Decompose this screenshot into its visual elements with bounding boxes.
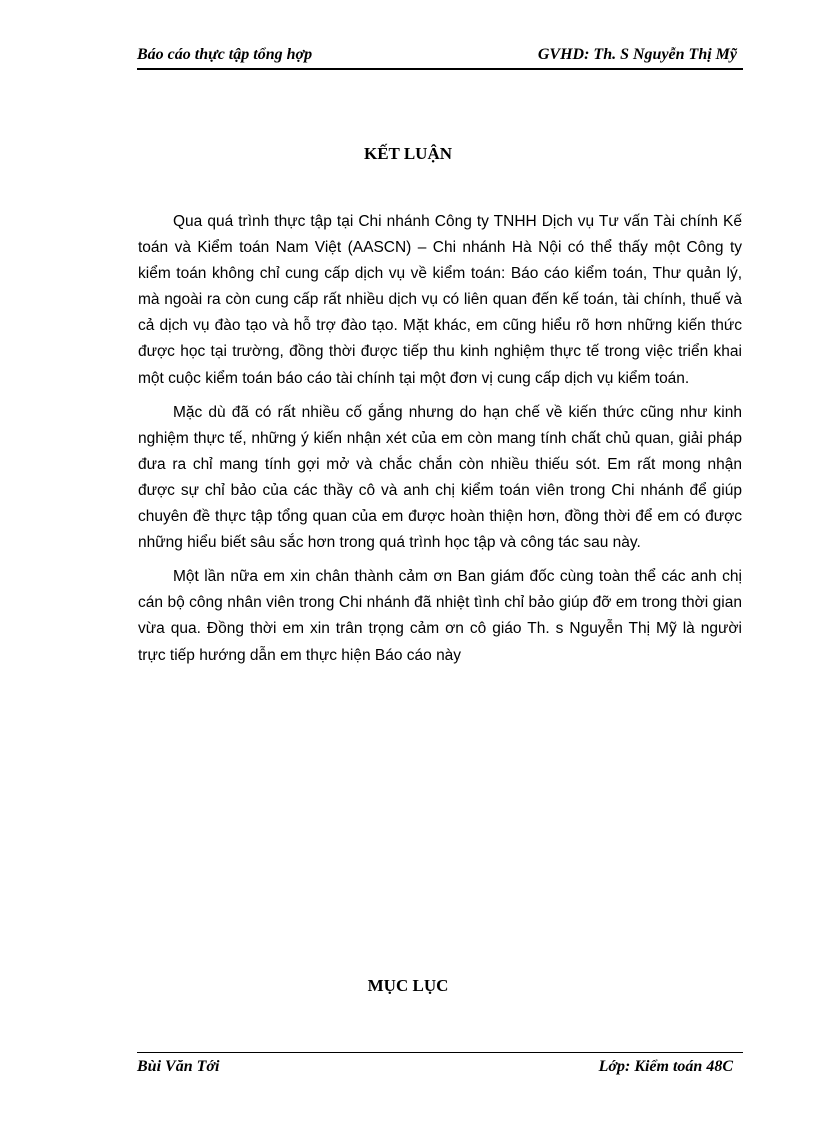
- report-title-header: Báo cáo thực tập tổng hợp: [137, 46, 313, 63]
- page-header: [137, 44, 743, 70]
- conclusion-title: KẾT LUẬN: [363, 144, 452, 163]
- supervisor-header: GVHD: Th. S Nguyễn Thị Mỹ: [537, 46, 737, 63]
- page-footer: [137, 1052, 743, 1079]
- author-name: Bùi Văn Tới: [137, 1058, 220, 1075]
- conclusion-paragraph-2: Mặc dù đã có rất nhiều cố gắng nhưng do hạn chế về kiến thức cũng như kinh nghiệm thực tế, những ý kiến nhận xét của em còn mang tính chất chủ quan, giải pháp đưa ra chỉ mang tính gợi mở và chắc chắn còn nhiều thiếu sót. Em rất mong nhận được sự chỉ bảo của các thầy cô và anh chị kiểm toán viên trong Chi nhánh để giúp chuyên đề thực tập tổng quan của em được hoàn thiện hơn, đồng thời để em có được những hiểu biết sâu sắc hơn trong quá trình học tập và công tác sau này.: [138, 403, 742, 552]
- conclusion-body: [138, 209, 742, 677]
- conclusion-paragraph-3: Một lần nữa em xin chân thành cảm ơn Ban giám đốc cùng toàn thể các anh chị cán bộ công nhân viên trong Chi nhánh đã nhiệt tình chỉ bảo giúp đỡ em trong thời gian vừa qua. Đồng thời em xin trân trọng cảm ơn cô giáo Th. s Nguyễn Thị Mỹ là người trực tiếp hướng dẫn em thực hiện Báo cáo này: [138, 568, 742, 664]
- class-name: Lớp: Kiểm toán 48C: [598, 1058, 733, 1075]
- conclusion-paragraph-1: Qua quá trình thực tập tại Chi nhánh Công ty TNHH Dịch vụ Tư vấn Tài chính Kế toán và Kiểm toán Nam Việt (AASCN) – Chi nhánh Hà Nội có thể thấy một Công ty kiểm toán không chỉ cung cấp dịch vụ về kiểm toán: Báo cáo kiểm toán, Thư quản lý, mà ngoài ra còn cung cấp rất nhiều dịch vụ có liên quan đến kế toán, tài chính, thuế và cả dịch vụ đào tạo và hỗ trợ đào tạo. Mặt khác, em cũng hiểu rõ hơn những kiến thức được học tại trường, đồng thời được tiếp thu kinh nghiệm thực tế trong việc triển khai một cuộc kiểm toán báo cáo tài chính tại một đơn vị cung cấp dịch vụ kiểm toán.: [138, 213, 742, 387]
- toc-title: MỤC LỤC: [367, 976, 449, 995]
